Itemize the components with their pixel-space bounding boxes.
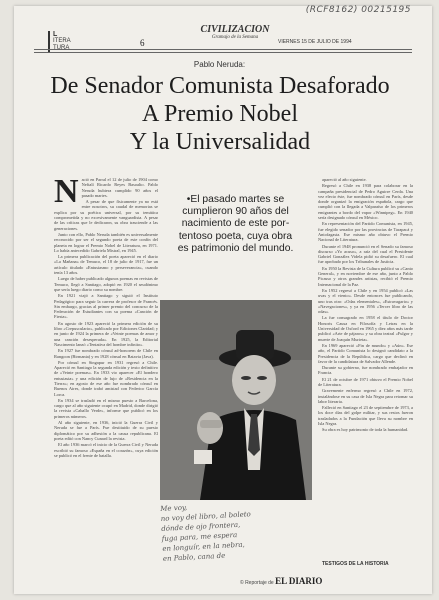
article-paragraph (54, 232, 158, 253)
article-paragraph (54, 254, 158, 275)
paragraph-text: La fue consagrado en 1958 el título de Doctor Honoris Causa en Filosofía y Letras en la Universidad de Oxford en 1965 y diez años más tarde publicó «Arte de pájaros» y su obra teatral «Fulgor y muerte de Joaquín Murieta». (318, 315, 413, 342)
article-paragraph (318, 183, 413, 220)
footer-prefix: © Reportaje de (240, 580, 274, 586)
pull-quote-line: cumplieron 90 años del (182, 206, 289, 218)
article-paragraph (318, 388, 413, 404)
article-paragraph (318, 221, 413, 242)
article-paragraph (54, 360, 158, 397)
paragraph-text: El año 1936 marcó el inicio de la Guerra Civil y Neruda escribió su famoso «España en el corazón», cuya edición se publicó en el frente de batalla. (54, 442, 158, 458)
paragraph-text: Durante su gobierno, fue nombrado embajador en Francia. (318, 365, 413, 376)
article-paragraph (318, 288, 413, 314)
annotation-line: en Pablo, cana de (162, 551, 226, 563)
byline: Pablo Neruda: (193, 60, 246, 69)
article-paragraph (54, 442, 158, 458)
pull-quote-line: tentoso poeta, cuya obra (178, 230, 293, 242)
paragraph-text: Falleció en Santiago el 23 de septiembre de 1973, a los doce días del golpe militar, y sus restos fueron trasladados a la Fundación que lleva su nombre en Isla Negra. (318, 405, 413, 427)
paragraph-text: En 1952 regresó a Chile y en 1954 publicó «Las uvas y el viento». Desde entonces fue publicando, uno tras otro: «Odas elementales», «Estravagario» y «Navegaciones», y ya en 1956 «Tercer libro de las odas». (318, 287, 413, 315)
paragraph-text: En 1927 fue nombrado cónsul ad-honorem de Chile en Rangoon (Birmania) y en 1928 cónsul en Batavia (Java). (54, 348, 158, 359)
paragraph-text: Luego de haber publicado algunos poemas en revistas de Temuco, llegó a Santiago, adoptó en 1920 el seudónimo que sería luego diario como su nombre. (54, 276, 158, 292)
article-column-left (54, 177, 158, 565)
article-paragraph (54, 321, 158, 347)
masthead-title: CIVILIZACION (200, 24, 270, 35)
article-paragraph (318, 315, 413, 341)
article-paragraph (318, 405, 413, 426)
article-paragraph (54, 398, 158, 419)
article-paragraph (318, 266, 413, 287)
article-paragraph (318, 177, 413, 182)
paragraph-text: apareció al año siguiente. (322, 177, 367, 182)
footer-credit (240, 576, 322, 586)
article-paragraph (318, 343, 413, 364)
paragraph-text: En agosto de 1923 apareció la primera edición de su libro «Crepusculario», publicado por Ediciones Claridad; y en junio de 1924 la primera de «Veinte poemas de amor y una canción desesperada». En 1925, la Editorial Nascimento lanzó «Tentativa del hombre infinito». (54, 320, 158, 347)
portrait-illustration (160, 300, 312, 500)
article-paragraph (318, 427, 413, 432)
annotation-line: en longuír, en la nebra, (162, 540, 245, 553)
article-column-right (318, 177, 413, 559)
section-tag-line3: TURA (53, 45, 70, 51)
article-paragraph (318, 377, 413, 388)
paragraph-text: La primera publicación del poeta apareció en el diario «La Mañana» de Temuco, el 18 de julio de 1917, fue un artículo titulado «Entusiasmo y perseverancia», cuando tenía 13 años. (54, 254, 158, 276)
footer-brand: EL DIARIO (275, 576, 323, 586)
top-rule (34, 49, 412, 50)
paragraph-text: En 1950 la Revista de la Cultura publicó su «Canto General», y en noviembre de ese año, junto a Pablo Picasso y otros grandes artistas, recibió el Premio Internacional de la Paz. (318, 265, 413, 287)
section-tag-initial: L (53, 31, 58, 38)
article-paragraph (54, 177, 158, 210)
paragraph-text: En 1921 viajó a Santiago y siguió el Instituto Pedagógico para seguir la carrera de profesor de Francés. Sin embargo, gracias al primer premio del concurso de la Federación de Estudiantes con su poema «Canción de Fiesta». (54, 293, 158, 320)
drop-cap: N (54, 177, 79, 210)
subhead: TESTIGOS DE LA HISTORIA (322, 561, 389, 567)
paragraph-text: En 1934 se trasladó en el mismo puesto a Barcelona, cargo que al año siguiente ocupó en Madrid, donde dirigió la revista «Caballo Verde», informe que publicó en los primeros números. (54, 397, 158, 419)
top-rule-inner (34, 52, 412, 53)
article-paragraph (54, 276, 158, 292)
section-tag-line2: ITERA (53, 38, 71, 44)
annotation-line: fuga para, me espera (161, 531, 238, 543)
paragraph-text: Por cónsul en Singapur en 1931 regresó a Chile. Apareció en Santiago la segunda edición y texto definitivo de «Veinte poemas». En 1933 vio aparecer «El hondero entusiasta» y una edición de lujo de «Residencia en la Tierra»; en agosto de ese año fue nombrado cónsul en Buenos Aires, donde trabó amistad con Federico García Lorca. (54, 359, 158, 397)
paragraph-text: Durante el 1948 pronunció en el Senado su famoso discurso «Yo acuso», a raíz del cual el Presidente Gabriel González Videla pidió su desafuero. El cual fue aprobado por los Tribunales de Justicia. (318, 243, 413, 265)
paragraph-text: En 1969 apareció «Fin de mundo» y «Aún». Ese año, el Partido Comunista lo designó candidato a la Presidencia de la República, cargo que declinó en favor de la candidatura de Salvador Allende. (318, 342, 413, 364)
pull-quote-line: •El pasado martes se (186, 194, 285, 205)
headline-line-3: Y la Universalidad (129, 129, 311, 155)
paragraph-text: A pesar de que físicamente ya no está entre nosotros, su caudal de memorias se explica por su poética universal, por su temática comprometida y no excesivamente vanguardista. A pesar de las críticas que le dedicaron, su obra trasciende a las generaciones. (54, 199, 158, 231)
masthead (195, 24, 275, 40)
pull-quote-line: es patrimonio del mundo. (177, 242, 294, 254)
page-number: 6 (140, 38, 145, 48)
paragraph-text: Regresó a Chile en 1938 para colaborar en la campaña presidencial de Pedro Aguirre Cerda. Una vez electo éste, fue nombrado cónsul en París, desde donde organizó la emigración española, cargo que cumplió con la llegada a Valparaíso de los primeros emigrantes a bordo del vapor «Winnipeg». En 1940 sería designado cónsul en México. (318, 183, 413, 221)
pull-quote (158, 194, 313, 255)
annotation-line: dónde de ojo frontera, (161, 520, 241, 533)
paragraph-text: Su obra es hoy patrimonio de toda la humanidad. (322, 427, 409, 433)
annotation-line: Me voy, (160, 503, 188, 513)
paragraph-text: Junto con ello, Pablo Neruda también es universalmente reconocido por ser el segundo poeta de este confín del planeta en lograr el Premio Nobel de Literatura, en 1971. Lo había antecedido Gabriela Mistral, en 1945. (54, 231, 158, 253)
article-paragraph (54, 293, 158, 319)
article-paragraph (54, 420, 158, 441)
headline-line-1: De Senador Comunista Desaforado (50, 73, 390, 99)
pull-quote-line: nacimiento de este por- (181, 218, 290, 230)
article-paragraph (54, 348, 158, 359)
dateline: VIERNES 15 DE JULIO DE 1994 (278, 39, 352, 45)
masthead-subtitle: Gramajo de la Semana (211, 35, 259, 40)
headline (20, 72, 420, 156)
handwritten-annotation (160, 496, 323, 562)
article-paragraph (318, 365, 413, 376)
annotation-line: no voy del libro, al boleto (160, 510, 251, 523)
archive-stamp: (RCF8162) 00215195 (305, 5, 411, 15)
paragraph-text: Gravemente enfermo regresó a Chile en 1972, instalándose en su casa de Isla Negra para retomar su labor literaria. (318, 388, 413, 404)
paragraph-text: En representación del Partido Comunista, en 1945, fue elegido senador por las provincias de Tarapacá y Antofagasta. Ese mismo año obtuvo el Premio Nacional de Literatura. (318, 221, 413, 243)
neruda-portrait-photo (160, 300, 312, 500)
paragraph-text: ació en Parral el 12 de julio de 1904 como Neftalí Ricardo Reyes Basoalto. Pablo Neruda hubiera cumplido 90 años el pasado martes. (81, 177, 158, 198)
paragraph-text: El 21 de octubre de 1971 obtuvo el Premio Nobel de Literatura. (318, 376, 413, 387)
article-paragraph (318, 244, 413, 265)
paragraph-text: Al año siguiente, en 1936, inició la Guerra Civil y Neruda se fue a París. Fue destituido de su puesto diplomático por su adhesión a la causa republicana. El poeta editó con Nancy Cunard la revista. (54, 420, 158, 441)
headline-line-2: A Premio Nobel (142, 101, 298, 127)
